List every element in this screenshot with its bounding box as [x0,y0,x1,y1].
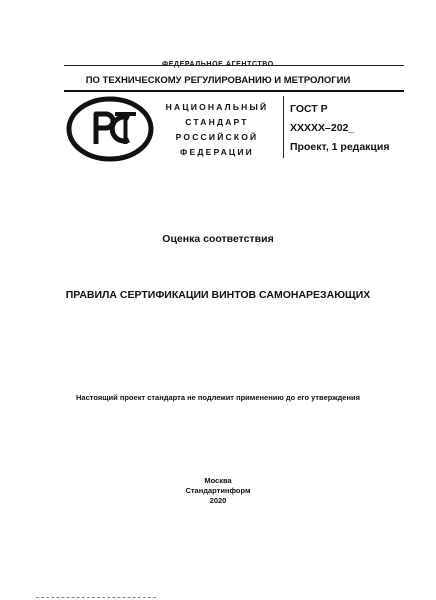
document-title: ПРАВИЛА СЕРТИФИКАЦИИ ВИНТОВ САМОНАРЕЗАЮЩИХ [65,289,371,301]
header-divider-thin [64,65,404,66]
rst-logo-icon [66,96,154,162]
draft-status: Проект, 1 редакция [290,141,390,153]
standard-type-line3: РОССИЙСКОЙ [175,132,259,142]
standard-type-line4: ФЕДЕРАЦИИ [180,147,254,157]
draft-notice: Настоящий проект стандарта не подлежит применению до его утверждения [76,393,360,402]
imprint-year: 2020 [209,496,227,505]
imprint-city: Москва [204,476,232,485]
gost-label: ГОСТ Р [290,103,328,115]
standard-type-line1: НАЦИОНАЛЬНЫЙ [165,102,269,112]
imprint-publisher: Стандартинформ [185,486,251,495]
document-category: Оценка соответствия [162,233,274,245]
designation-block [290,100,389,157]
gost-number: ХХХХХ–202_ [290,122,355,134]
scan-edge-mark [36,597,156,599]
standard-type-block [160,100,274,160]
standard-type-line2: СТАНДАРТ [185,117,249,127]
designation-divider [283,96,284,158]
imprint-block [0,476,436,506]
agency-name-line2: ПО ТЕХНИЧЕСКОМУ РЕГУЛИРОВАНИЮ И МЕТРОЛОГИИ [85,75,351,86]
header-divider-thick [64,90,404,92]
